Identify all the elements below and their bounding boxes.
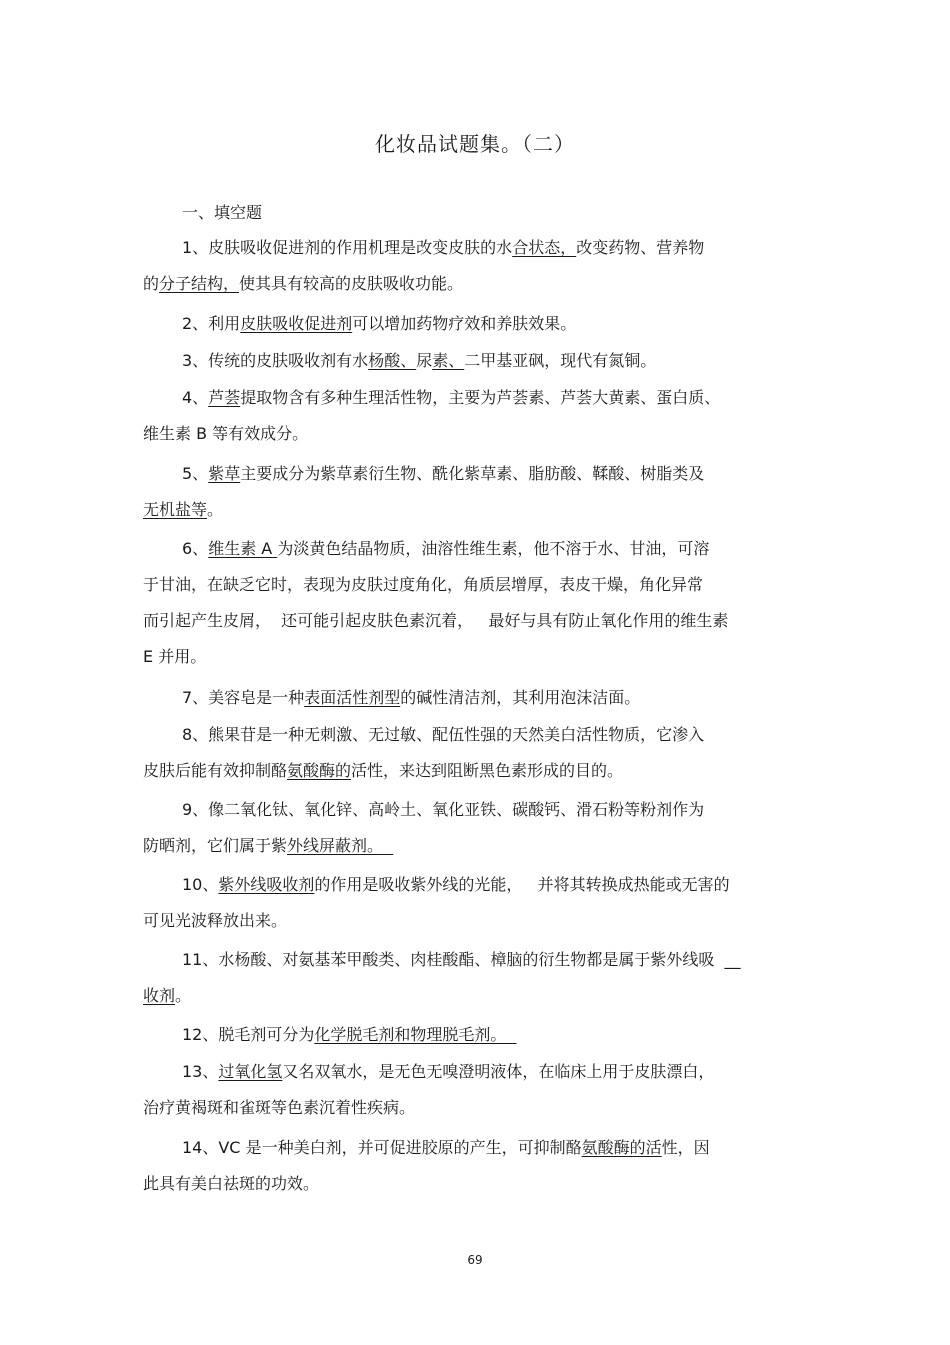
question-8-line-2: 皮肤后能有效抑制酪氨酸酶的活性，来达到阻断黑色素形成的目的。 bbox=[143, 761, 624, 780]
question-11 bbox=[143, 942, 803, 1014]
question-3 bbox=[143, 343, 803, 379]
question-7 bbox=[143, 680, 803, 716]
question-14 bbox=[143, 1130, 803, 1202]
question-9-line-1: 9、像二氧化钛、氧化锌、高岭土、氧化亚铁、碳酸钙、滑石粉等粉剂作为 bbox=[182, 800, 705, 819]
question-7-line-1: 7、美容皂是一种表面活性剂型的碱性清洁剂，其利用泡沫洁面。 bbox=[182, 688, 641, 707]
question-9 bbox=[143, 792, 803, 864]
question-6-line-3: 而引起产生皮屑， 还可能引起皮肤色素沉着， 最好与具有防止氧化作用的维生素 bbox=[143, 611, 729, 630]
question-6-line-4: E 并用。 bbox=[143, 647, 207, 666]
question-14-line-1: 14、VC 是一种美白剂，并可促进胶原的产生，可抑制酪氨酸酶的活性，因 bbox=[182, 1138, 710, 1157]
question-4-line-2: 维生素 B 等有效成分。 bbox=[143, 424, 309, 443]
question-10 bbox=[143, 867, 803, 939]
question-13-line-1: 13、过氧化氢又名双氧水，是无色无嗅澄明液体，在临床上用于皮肤漂白， bbox=[182, 1062, 715, 1081]
question-4-line-1: 4、芦荟提取物含有多种生理活性物，主要为芦荟素、芦荟大黄素、蛋白质、 bbox=[182, 388, 721, 407]
question-12 bbox=[143, 1017, 803, 1053]
question-5-line-2: 无机盐等。 bbox=[143, 500, 224, 519]
question-6-line-1: 6、维生素 A 为淡黄色结晶物质，油溶性维生素，他不溶于水、甘油，可溶 bbox=[182, 539, 710, 558]
question-6-line-2: 于甘油，在缺乏它时，表现为皮肤过度角化，角质层增厚，表皮干燥，角化异常 bbox=[143, 575, 704, 594]
question-13-line-2: 治疗黄褐斑和雀斑等色素沉着性疾病。 bbox=[143, 1098, 416, 1117]
question-1 bbox=[143, 230, 803, 302]
question-5-line-1: 5、紫草主要成分为紫草素衍生物、酰化紫草素、脂肪酸、鞣酸、树脂类及 bbox=[182, 464, 705, 483]
question-2-line-1: 2、利用皮肤吸收促进剂可以增加药物疗效和养肤效果。 bbox=[182, 314, 577, 333]
question-1-line-2: 的分子结构，使其具有较高的皮肤吸收功能。 bbox=[143, 274, 464, 293]
question-3-line-1: 3、传统的皮肤吸收剂有水杨酸、尿素、二甲基亚砜，现代有氮铜。 bbox=[182, 351, 657, 370]
page-number: 69 bbox=[467, 1253, 483, 1267]
question-11-line-2: 收剂。 bbox=[143, 986, 192, 1005]
section-heading: 一、填空题 bbox=[182, 203, 263, 222]
question-6 bbox=[143, 531, 803, 675]
question-10-line-1: 10、紫外线吸收剂的作用是吸收紫外线的光能， 并将其转换成热能或无害的 bbox=[182, 875, 730, 894]
question-1-line-1: 1、皮肤吸收促进剂的作用机理是改变皮肤的水合状态，改变药物、营养物 bbox=[182, 238, 705, 257]
question-13 bbox=[143, 1054, 803, 1126]
question-5 bbox=[143, 456, 803, 528]
question-8 bbox=[143, 717, 803, 789]
question-14-line-2: 此具有美白祛斑的功效。 bbox=[143, 1174, 320, 1193]
question-10-line-2: 可见光波释放出来。 bbox=[143, 911, 288, 930]
question-4 bbox=[143, 380, 803, 452]
question-2 bbox=[143, 306, 803, 342]
page-title: 化妆品试题集。（二） bbox=[375, 132, 575, 156]
question-12-line-1: 12、脱毛剂可分为化学脱毛剂和物理脱毛剂。 bbox=[182, 1025, 517, 1044]
question-11-line-1: 11、水杨酸、对氨基苯甲酸类、肉桂酸酯、樟脑的衍生物都是属于紫外线吸 __ bbox=[182, 950, 741, 969]
question-9-line-2: 防晒剂，它们属于紫外线屏蔽剂。 bbox=[143, 836, 394, 855]
question-8-line-1: 8、熊果苷是一种无刺激、无过敏、配伍性强的天然美白活性物质，它渗入 bbox=[182, 725, 705, 744]
